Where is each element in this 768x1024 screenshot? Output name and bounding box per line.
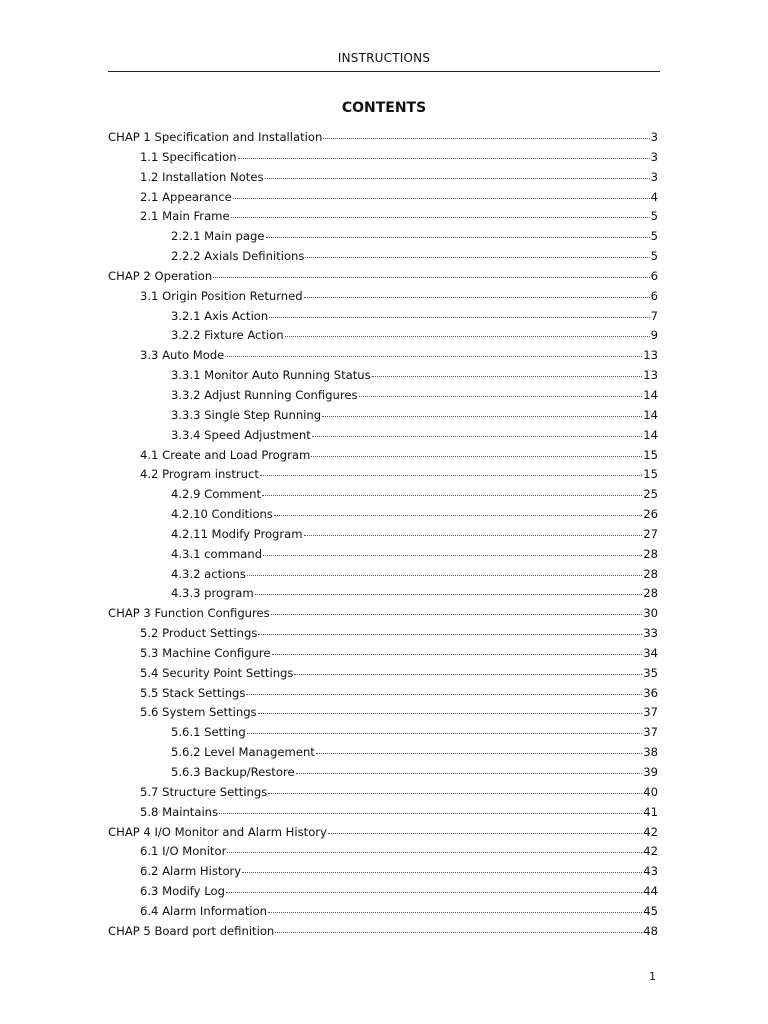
toc-entry-page: 38 [643, 745, 658, 760]
toc-entry-page: 14 [643, 387, 658, 402]
toc-entry[interactable] [108, 783, 660, 803]
toc-entry-page: 5 [650, 209, 658, 224]
toc-dot-leader [316, 753, 642, 754]
toc-entry-label: 4.3.2 actions [171, 566, 246, 581]
toc-dot-leader [246, 694, 642, 695]
toc-dot-leader [233, 198, 650, 199]
table-of-contents [108, 128, 660, 942]
toc-entry[interactable] [108, 763, 660, 783]
toc-entry[interactable] [108, 922, 660, 942]
toc-entry-page: 33 [643, 626, 658, 641]
toc-entry-label: 3.2.1 Axis Action [171, 308, 269, 323]
toc-entry[interactable] [108, 426, 660, 446]
toc-entry-label: 6.2 Alarm History [140, 864, 242, 879]
toc-entry-label: 3.3 Auto Mode [140, 348, 225, 363]
toc-entry[interactable] [108, 346, 660, 366]
toc-entry-label: 4.2 Program instruct [140, 467, 259, 482]
toc-entry-page: 15 [643, 447, 658, 462]
toc-dot-leader [247, 733, 643, 734]
toc-entry-page: 36 [643, 685, 658, 700]
toc-entry[interactable] [108, 386, 660, 406]
toc-entry[interactable] [108, 644, 660, 664]
toc-entry[interactable] [108, 743, 660, 763]
toc-dot-leader [226, 892, 642, 893]
toc-entry-label: 4.3.3 program [171, 586, 254, 601]
toc-entry[interactable] [108, 485, 660, 505]
toc-entry-page: 42 [643, 824, 658, 839]
toc-entry-label: 5.6 System Settings [140, 705, 257, 720]
toc-entry[interactable] [108, 366, 660, 386]
header-divider [108, 71, 660, 72]
toc-entry-page: 34 [643, 645, 658, 660]
toc-entry-page: 35 [643, 665, 658, 680]
toc-entry[interactable] [108, 207, 660, 227]
toc-entry-label: 5.3 Machine Configure [140, 645, 271, 660]
toc-entry-label: 5.7 Structure Settings [140, 784, 268, 799]
toc-entry-page: 5 [650, 249, 658, 264]
toc-entry-page: 39 [643, 765, 658, 779]
toc-entry[interactable] [108, 247, 660, 267]
toc-dot-leader [247, 575, 642, 576]
toc-dot-leader [227, 852, 642, 853]
toc-entry-page: 42 [643, 844, 658, 859]
toc-entry-page: 45 [643, 903, 658, 918]
toc-entry-label: 4.1 Create and Load Program [140, 447, 311, 462]
toc-entry[interactable] [108, 803, 660, 823]
toc-entry-label: CHAP 2 Operation [108, 268, 213, 283]
toc-dot-leader [268, 912, 642, 913]
toc-dot-leader [296, 773, 643, 774]
toc-entry-label: 5.6.3 Backup/Restore [171, 765, 295, 779]
toc-entry[interactable] [108, 584, 660, 604]
toc-entry-label: 3.3.4 Speed Adjustment [171, 427, 311, 442]
toc-dot-leader [266, 237, 650, 238]
toc-dot-leader [260, 475, 642, 476]
toc-entry-page: 30 [643, 606, 658, 621]
toc-entry-page: 6 [650, 268, 658, 283]
running-header: INSTRUCTIONS [337, 51, 431, 65]
toc-dot-leader [304, 535, 643, 536]
toc-dot-leader [262, 495, 642, 496]
toc-entry-label: CHAP 5 Board port definition [108, 923, 275, 938]
toc-entry-page: 14 [643, 427, 658, 442]
toc-dot-leader [242, 872, 642, 873]
toc-entry-label: CHAP 1 Specification and Installation [108, 130, 323, 144]
toc-entry-label: 2.1 Appearance [140, 189, 232, 204]
toc-dot-leader [323, 138, 649, 139]
toc-entry-label: 1.1 Specification [140, 149, 237, 164]
toc-entry-label: 5.8 Maintains [140, 804, 219, 819]
toc-entry[interactable] [108, 326, 660, 346]
toc-entry-label: 6.4 Alarm Information [140, 903, 268, 918]
toc-entry[interactable] [108, 842, 660, 862]
toc-entry-page: 3 [650, 130, 658, 144]
toc-entry[interactable] [108, 168, 660, 188]
toc-dot-leader [268, 793, 642, 794]
toc-entry-label: CHAP 3 Function Configures [108, 606, 270, 621]
toc-dot-leader [305, 257, 649, 258]
toc-dot-leader [258, 713, 643, 714]
toc-entry-page: 27 [643, 526, 658, 541]
toc-entry-label: 1.2 Installation Notes [140, 169, 264, 184]
toc-entry-page: 40 [643, 784, 658, 799]
toc-entry-page: 5 [650, 229, 658, 244]
toc-entry-label: 5.6.2 Level Management [171, 745, 315, 760]
toc-dot-leader [269, 317, 649, 318]
toc-dot-leader [231, 217, 650, 218]
toc-dot-leader [219, 813, 642, 814]
toc-entry[interactable] [108, 684, 660, 704]
toc-entry[interactable] [108, 703, 660, 723]
toc-entry-page: 3 [650, 169, 658, 184]
toc-entry[interactable] [108, 545, 660, 565]
toc-entry-page: 6 [650, 288, 658, 303]
toc-dot-leader [372, 376, 643, 377]
toc-entry-label: 3.3.2 Adjust Running Configures [171, 387, 358, 402]
toc-entry[interactable] [108, 565, 660, 585]
toc-entry-page: 26 [643, 507, 658, 522]
toc-dot-leader [275, 932, 642, 933]
toc-entry-label: 5.6.1 Setting [171, 725, 246, 740]
toc-dot-leader [225, 356, 642, 357]
toc-dot-leader [272, 654, 643, 655]
toc-entry[interactable] [108, 604, 660, 624]
toc-dot-leader [265, 178, 650, 179]
toc-entry[interactable] [108, 287, 660, 307]
toc-entry-page: 25 [643, 487, 658, 502]
toc-entry[interactable] [108, 188, 660, 208]
toc-dot-leader [322, 416, 642, 417]
toc-entry-label: 2.2.1 Main page [171, 229, 265, 244]
toc-entry-label: 3.1 Origin Position Returned [140, 288, 303, 303]
toc-dot-leader [311, 456, 642, 457]
toc-dot-leader [285, 336, 650, 337]
toc-entry[interactable] [108, 664, 660, 684]
toc-entry-label: 4.2.9 Comment [171, 487, 261, 502]
toc-entry-page: 9 [650, 328, 658, 343]
toc-entry[interactable] [108, 505, 660, 525]
toc-entry-page: 14 [643, 407, 658, 422]
toc-dot-leader [312, 436, 642, 437]
toc-entry[interactable] [108, 446, 660, 466]
toc-entry-page: 28 [643, 566, 658, 581]
toc-entry-label: 5.5 Stack Settings [140, 685, 246, 700]
toc-dot-leader [328, 833, 642, 834]
toc-entry-page: 28 [643, 586, 658, 601]
toc-entry-page: 3 [650, 149, 658, 164]
toc-entry-label: 4.2.11 Modify Program [171, 526, 303, 541]
toc-entry-label: CHAP 4 I/O Monitor and Alarm History [108, 824, 327, 839]
toc-entry[interactable] [108, 902, 660, 922]
toc-dot-leader [255, 594, 643, 595]
toc-entry-label: 4.2.10 Conditions [171, 507, 273, 522]
toc-entry-page: 15 [643, 467, 658, 482]
toc-dot-leader [213, 277, 649, 278]
toc-entry[interactable] [108, 406, 660, 426]
toc-dot-leader [271, 614, 643, 615]
toc-dot-leader [304, 297, 650, 298]
toc-entry[interactable] [108, 227, 660, 247]
toc-entry[interactable] [108, 624, 660, 644]
toc-entry-label: 6.1 I/O Monitor [140, 844, 227, 859]
toc-entry-label: 3.2.2 Fixture Action [171, 328, 284, 343]
page-number: 1 [649, 970, 656, 983]
toc-entry[interactable] [108, 882, 660, 902]
toc-dot-leader [359, 396, 643, 397]
toc-entry-page: 28 [643, 546, 658, 561]
toc-entry-label: 6.3 Modify Log [140, 884, 225, 899]
toc-entry-page: 44 [643, 884, 658, 899]
toc-entry-page: 43 [643, 864, 658, 879]
toc-entry-page: 48 [643, 923, 658, 938]
toc-entry[interactable] [108, 823, 660, 843]
toc-dot-leader [258, 634, 642, 635]
toc-entry-label: 2.1 Main Frame [140, 209, 230, 224]
toc-entry-label: 5.2 Product Settings [140, 626, 258, 641]
toc-entry[interactable] [108, 862, 660, 882]
toc-entry-label: 2.2.2 Axials Definitions [171, 249, 305, 264]
toc-entry-label: 3.3.1 Monitor Auto Running Status [171, 368, 371, 383]
toc-dot-leader [263, 555, 642, 556]
toc-entry[interactable] [108, 148, 660, 168]
toc-entry-page: 37 [643, 725, 658, 740]
toc-entry[interactable] [108, 307, 660, 327]
toc-title: CONTENTS [341, 100, 427, 116]
toc-dot-leader [294, 674, 642, 675]
toc-entry[interactable] [108, 723, 660, 743]
toc-entry-page: 41 [643, 804, 658, 819]
toc-entry[interactable] [108, 465, 660, 485]
toc-entry[interactable] [108, 267, 660, 287]
toc-dot-leader [274, 515, 642, 516]
toc-entry[interactable] [108, 525, 660, 545]
toc-dot-leader [238, 158, 650, 159]
toc-entry-page: 13 [643, 348, 658, 363]
toc-entry-page: 13 [643, 368, 658, 383]
toc-entry-label: 5.4 Security Point Settings [140, 665, 294, 680]
toc-entry-label: 3.3.3 Single Step Running [171, 407, 322, 422]
toc-entry-page: 4 [650, 189, 658, 204]
toc-entry-page: 7 [650, 308, 658, 323]
toc-entry[interactable] [108, 128, 660, 148]
toc-entry-label: 4.3.1 command [171, 546, 263, 561]
toc-entry-page: 37 [643, 705, 658, 720]
